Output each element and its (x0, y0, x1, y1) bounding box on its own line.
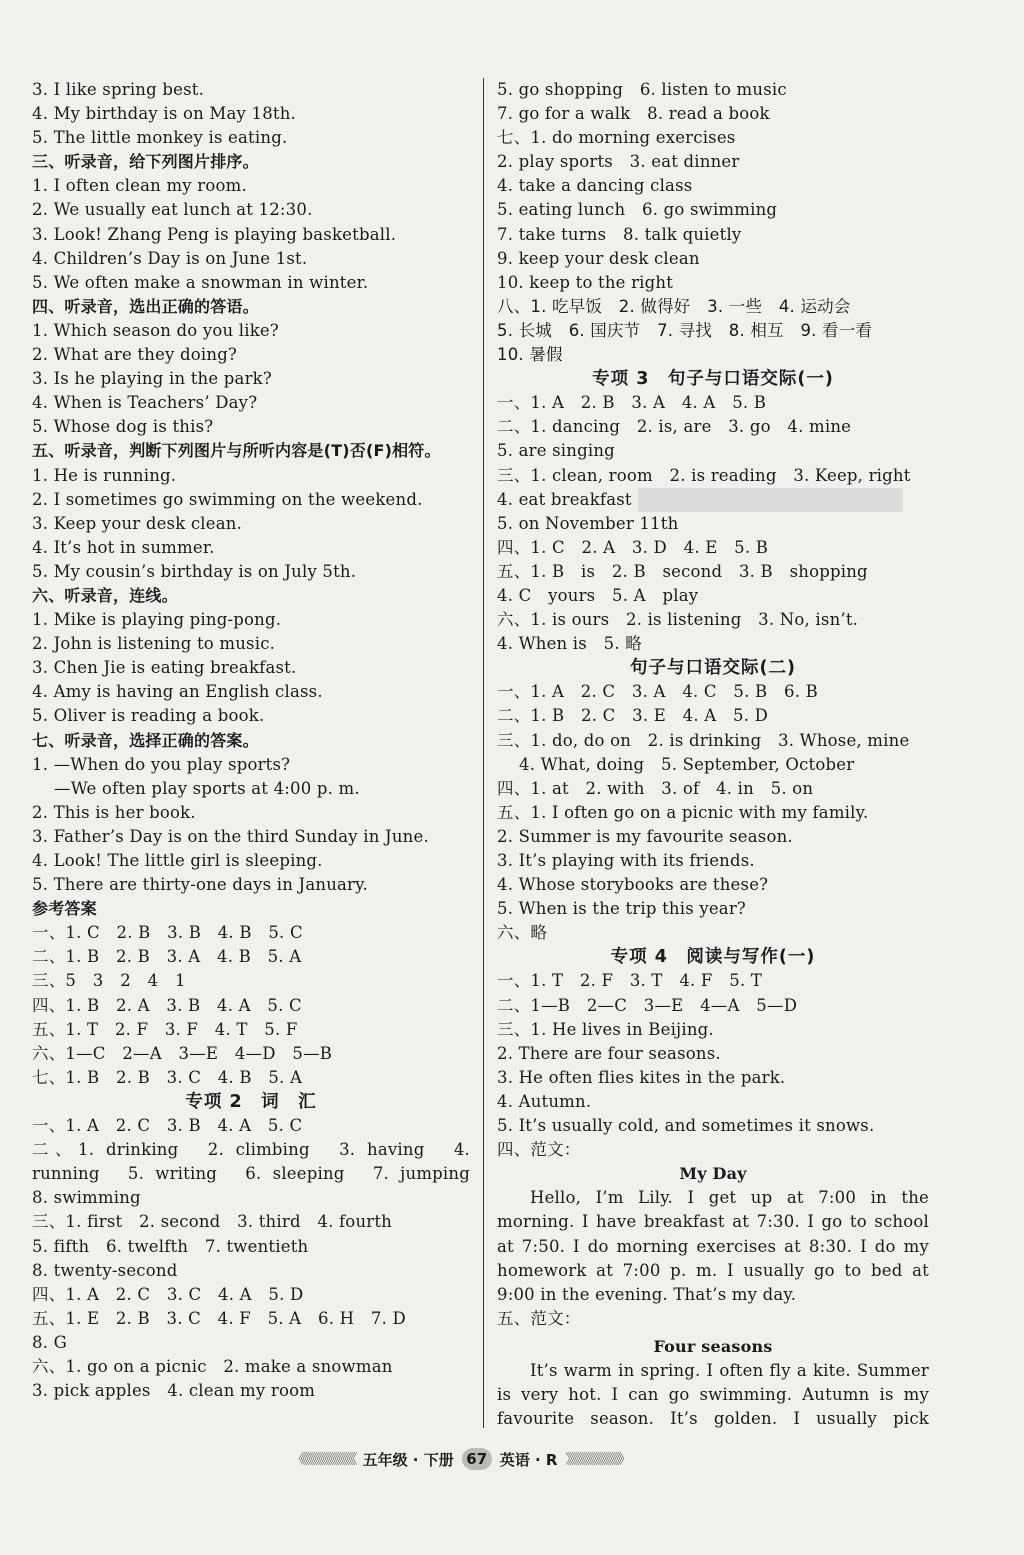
answer-line-text: 10. 暑假 (497, 345, 563, 365)
section-heading-text: 六、听录音，连线。 (32, 585, 178, 605)
answer-line (32, 1210, 470, 1234)
essay-title-text: My Day (679, 1164, 747, 1184)
answer-line (497, 198, 929, 222)
section-heading-text: 七、听录音，选择正确的答案。 (32, 730, 259, 750)
answer-line (497, 536, 929, 560)
answer-line-text: 4. Children’s Day is on June 1st. (32, 248, 308, 268)
answer-line (32, 271, 470, 295)
answer-line (497, 729, 929, 753)
answer-line (32, 102, 470, 126)
answer-line (32, 945, 470, 969)
answer-line (32, 1235, 470, 1259)
section-title (497, 367, 929, 391)
answer-line-text: 五、范文： (497, 1308, 581, 1328)
answer-line-text: 3. Father’s Day is on the third Sunday in June. (32, 826, 429, 846)
answer-line (32, 1018, 470, 1042)
answer-line (497, 849, 929, 873)
answer-line (32, 777, 470, 801)
answer-line-text: 2. play sports 3. eat dinner (497, 152, 740, 172)
answer-line (497, 753, 929, 777)
answer-line (497, 439, 929, 463)
answer-line (497, 391, 929, 415)
answer-line (497, 78, 929, 102)
answer-line (32, 391, 470, 415)
answer-line-text: 2. This is her book. (32, 802, 196, 822)
answer-line-text: 3. Chen Jie is eating breakfast. (32, 658, 297, 678)
answer-line (497, 464, 929, 488)
answer-line-text: 5. eating lunch 6. go swimming (497, 200, 778, 220)
answer-line (497, 873, 929, 897)
answer-line (32, 873, 470, 897)
answer-line-text: 5. fifth 6. twelfth 7. twentieth (32, 1236, 309, 1256)
answer-line-text: 4. Look! The little girl is sleeping. (32, 851, 323, 870)
answer-line-text: 四、1. A 2. C 3. C 4. A 5. D (32, 1284, 304, 1304)
answer-line-text: 一、1. A 2. C 3. A 4. C 5. B 6. B (497, 682, 818, 702)
essay-paragraph-text: Hello, I’m Lily. I get up at 7:00 in the morning. I have breakfast at 7:30. I go to school at 7:50. I do morning exercises at 8:30. I do my homework at 7:00 p. m. I usually go to bed at 9:00 in the evening. That’s my day. (497, 1188, 929, 1304)
answer-line (497, 415, 929, 439)
answer-line-text: 4. Amy is having an English class. (32, 682, 323, 702)
page-footer (230, 1446, 690, 1472)
answer-line-text: 3. Look! Zhang Peng is playing basketball. (32, 224, 397, 244)
left-decoration: 《《《《《《《《《《《《《《 (291, 1452, 355, 1468)
answer-line-text: 二、1. B 2. C 3. E 4. A 5. D (497, 706, 769, 726)
answer-line (497, 1018, 929, 1042)
essay-title-text: Four seasons (653, 1336, 773, 1356)
answer-line (32, 656, 470, 680)
answer-line-text: 三、1. do, do on 2. is drinking 3. Whose, mine (497, 730, 910, 750)
answer-line-text: 9. keep your desk clean (497, 248, 700, 268)
answer-line (497, 319, 929, 343)
answer-line (497, 680, 929, 704)
answer-line (497, 223, 929, 247)
answer-line-text: 三、1. first 2. second 3. third 4. fourth (32, 1212, 393, 1232)
answer-line (497, 247, 929, 271)
answer-line-text: 4. Whose storybooks are these? (497, 875, 769, 895)
answer-line-text: 7. go for a walk 8. read a book (497, 104, 770, 124)
answer-line-text: 5. There are thirty-one days in January. (32, 875, 368, 895)
answer-line-text: 二、1. drinking 2. climbing 3. having 4. running 5. writing 6. sleeping 7. jumping (32, 1140, 470, 1184)
answer-line (32, 969, 470, 993)
essay-title (497, 1162, 929, 1186)
answer-line-text: 一、1. C 2. B 3. B 4. B 5. C (32, 923, 303, 943)
answer-line-text: 八、1. 吃早饭 2. 做得好 3. 一些 4. 运动会 (497, 296, 851, 316)
answer-line (32, 367, 470, 391)
answer-line (497, 126, 929, 150)
answer-line-text: 3. He often flies kites in the park. (497, 1067, 786, 1087)
left-column (32, 78, 470, 1403)
answer-line (32, 704, 470, 728)
answer-line (32, 126, 470, 150)
subject-label: 英语 · R (499, 1450, 558, 1469)
answer-line-text: 1. He is running. (32, 465, 177, 485)
answer-line-text: 2. There are four seasons. (497, 1043, 721, 1063)
blurred-region (638, 488, 903, 512)
section-title-text: 句子与口语交际(二) (630, 658, 796, 679)
section-heading-text: 三、听录音，给下列图片排序。 (32, 152, 259, 172)
answer-line (497, 1138, 929, 1162)
answer-line (32, 247, 470, 271)
section-heading (32, 295, 470, 319)
answer-line-text: 5. on November 11th (497, 513, 679, 533)
answer-line-text: 5. The little monkey is eating. (32, 128, 288, 148)
answer-line (497, 969, 929, 993)
essay-paragraph (497, 1359, 929, 1431)
section-heading (32, 439, 470, 463)
answer-line-text: 四、1. B 2. A 3. B 4. A 5. C (32, 995, 302, 1015)
answer-line (497, 271, 929, 295)
answer-line-text: 5. When is the trip this year? (497, 899, 746, 919)
answer-line (497, 560, 929, 584)
answer-line-text: 六、1—C 2—A 3—E 4—D 5—B (32, 1043, 333, 1063)
answer-line (32, 825, 470, 849)
answer-line-text: 4. eat breakfast (497, 489, 632, 509)
answer-line (497, 343, 929, 367)
answer-line (32, 994, 470, 1018)
answer-line-text: 三、1. He lives in Beijing. (497, 1019, 714, 1039)
answer-line-text: 5. Oliver is reading a book. (32, 706, 265, 726)
answer-line-text: 2. John is listening to music. (32, 634, 276, 654)
answer-line (32, 415, 470, 439)
answer-line-text: 1. I often clean my room. (32, 176, 247, 196)
answer-line (32, 1259, 470, 1283)
answer-line (32, 1042, 470, 1066)
answer-line-text: 10. keep to the right (497, 272, 674, 292)
answer-line (32, 488, 470, 512)
page-number: 67 (462, 1448, 492, 1470)
section-heading (32, 897, 470, 921)
answer-line-text: 3. It’s playing with its friends. (497, 851, 755, 870)
answer-line-text: 7. take turns 8. talk quietly (497, 224, 742, 244)
answer-line-text: 3. pick apples 4. clean my room (32, 1381, 316, 1401)
answer-line-text: 五、1. B is 2. B second 3. B shopping (497, 561, 868, 581)
right-decoration: 》》》》》》》》》》》》》》 (565, 1452, 629, 1468)
answer-line-text: —We often play sports at 4:00 p. m. (54, 778, 360, 798)
section-title (32, 1090, 470, 1114)
answer-line (32, 560, 470, 584)
answer-line (497, 1090, 929, 1114)
answer-line (497, 825, 929, 849)
section-title-text: 专项 3 句子与口语交际(一) (592, 369, 834, 390)
answer-line (497, 584, 929, 608)
section-heading (32, 729, 470, 753)
answer-line (497, 1042, 929, 1066)
answer-line-text: 4. Autumn. (497, 1091, 592, 1111)
answer-line (32, 1114, 470, 1138)
answer-line (32, 1331, 470, 1355)
answer-line-text: 三、1. clean, room 2. is reading 3. Keep, right (497, 465, 911, 485)
answer-line-text: 3. Is he playing in the park? (32, 369, 272, 389)
answer-line-text: 4. C yours 5. A play (497, 585, 699, 605)
answer-line (32, 512, 470, 536)
answer-line (32, 921, 470, 945)
answer-line (497, 1066, 929, 1090)
answer-line-text: 六、略 (497, 923, 548, 943)
answer-line-text: 1. Which season do you like? (32, 320, 279, 340)
answer-line-text: 4. It’s hot in summer. (32, 537, 215, 557)
answer-line-text: 2. What are they doing? (32, 345, 238, 365)
answer-line (497, 777, 929, 801)
section-title-text: 专项 2 词 汇 (185, 1091, 317, 1112)
column-divider (483, 78, 484, 1428)
answer-line-text: 3. Keep your desk clean. (32, 513, 243, 533)
answer-line-text: 4. My birthday is on May 18th. (32, 104, 296, 124)
answer-line (497, 512, 929, 536)
essay-paragraph-text: It’s warm in spring. I often fly a kite. Summer is very hot. I can go swimming. Autumn is my favourite season. It’s golden. I usually pick (497, 1360, 929, 1429)
answer-line-text: 8. swimming (32, 1188, 141, 1208)
answer-line-text: 4. When is 5. 略 (497, 634, 642, 654)
answer-line (32, 632, 470, 656)
answer-line (497, 632, 929, 656)
answer-line (497, 174, 929, 198)
answer-line-text: 4. take a dancing class (497, 176, 693, 196)
answer-line (32, 753, 470, 777)
answer-line-text: 二、1—B 2—C 3—E 4—A 5—D (497, 995, 798, 1015)
answer-line-text: 五、1. T 2. F 3. F 4. T 5. F (32, 1019, 298, 1039)
section-heading-text: 四、听录音，选出正确的答语。 (32, 296, 259, 316)
answer-line-text: 5. go shopping 6. listen to music (497, 80, 787, 99)
answer-line (32, 1186, 470, 1210)
answer-line-text: 三、5 3 2 4 1 (32, 971, 186, 991)
section-title-text: 专项 4 阅读与写作(一) (610, 947, 816, 968)
section-title (497, 945, 929, 969)
answer-line (32, 319, 470, 343)
answer-line-text: 5. Whose dog is this? (32, 417, 214, 437)
answer-line (497, 921, 929, 945)
answer-line (497, 1307, 929, 1331)
answer-line-text: 四、1. at 2. with 3. of 4. in 5. on (497, 778, 814, 798)
answer-line-text: 五、1. I often go on a picnic with my family. (497, 802, 869, 822)
answer-line-text: 3. I like spring best. (32, 80, 205, 99)
answer-line-text: 四、范文： (497, 1140, 581, 1160)
answer-line (32, 680, 470, 704)
answer-line (32, 1307, 470, 1331)
answer-line (32, 1283, 470, 1307)
answer-line (32, 536, 470, 560)
answer-line-text: 2. I sometimes go swimming on the weekend. (32, 489, 423, 509)
answer-line (32, 1379, 470, 1403)
answer-line (32, 1138, 470, 1186)
answer-line (32, 78, 470, 102)
answer-line-text: 5. 长城 6. 国庆节 7. 寻找 8. 相互 9. 看一看 (497, 320, 873, 340)
section-heading (32, 584, 470, 608)
answer-line-text: 四、1. C 2. A 3. D 4. E 5. B (497, 537, 769, 557)
answer-line (32, 801, 470, 825)
answer-line (32, 223, 470, 247)
answer-line (32, 198, 470, 222)
answer-line-text: 2. Summer is my favourite season. (497, 826, 793, 846)
answer-line-text: 1. —When do you play sports? (32, 754, 291, 774)
section-title (497, 656, 929, 680)
answer-line-text: 一、1. T 2. F 3. T 4. F 5. T (497, 971, 763, 991)
section-heading-text: 参考答案 (32, 899, 97, 919)
answer-line (497, 1114, 929, 1138)
answer-line-text: 4. When is Teachers’ Day? (32, 393, 258, 413)
answer-line-text: 六、1. is ours 2. is listening 3. No, isn’t. (497, 610, 859, 630)
right-column (497, 78, 929, 1431)
answer-line-text: 5. are singing (497, 441, 615, 461)
answer-line (32, 849, 470, 873)
grade-label: 五年级 · 下册 (362, 1450, 454, 1469)
answer-line (497, 801, 929, 825)
essay-paragraph (497, 1186, 929, 1306)
answer-line-text: 5. My cousin’s birthday is on July 5th. (32, 561, 357, 581)
answer-line-text: 8. G (32, 1332, 67, 1352)
section-heading-text: 五、听录音，判断下列图片与所听内容是(T)否(F)相符。 (32, 441, 441, 461)
answer-line (497, 994, 929, 1018)
answer-line-text: 七、1. do morning exercises (497, 128, 736, 148)
answer-line-text: 2. We usually eat lunch at 12:30. (32, 200, 313, 220)
answer-line-text: 二、1. B 2. B 3. A 4. B 5. A (32, 947, 302, 967)
answer-line-text: 七、1. B 2. B 3. C 4. B 5. A (32, 1067, 303, 1087)
answer-line-text: 8. twenty-second (32, 1260, 178, 1280)
answer-line (32, 174, 470, 198)
answer-line (497, 295, 929, 319)
answer-line-text: 1. Mike is playing ping-pong. (32, 610, 282, 630)
answer-line-text: 4. What, doing 5. September, October (519, 754, 855, 774)
answer-line-text: 二、1. dancing 2. is, are 3. go 4. mine (497, 417, 852, 437)
answer-line-text: 六、1. go on a picnic 2. make a snowman (32, 1356, 393, 1376)
answer-line (497, 704, 929, 728)
answer-line-text: 5. It’s usually cold, and sometimes it snows. (497, 1116, 875, 1136)
answer-line-text: 一、1. A 2. B 3. A 4. A 5. B (497, 393, 767, 413)
answer-line (497, 897, 929, 921)
answer-line (32, 1066, 470, 1090)
answer-line (32, 464, 470, 488)
answer-line (497, 488, 929, 512)
answer-line (497, 150, 929, 174)
answer-line (32, 608, 470, 632)
answer-line-text: 五、1. E 2. B 3. C 4. F 5. A 6. H 7. D (32, 1308, 406, 1328)
answer-line (497, 608, 929, 632)
answer-line (32, 1355, 470, 1379)
answer-line (497, 102, 929, 126)
section-heading (32, 150, 470, 174)
answer-line-text: 5. We often make a snowman in winter. (32, 272, 369, 292)
answer-line (32, 343, 470, 367)
answer-line-text: 一、1. A 2. C 3. B 4. A 5. C (32, 1116, 303, 1136)
essay-title (497, 1335, 929, 1359)
